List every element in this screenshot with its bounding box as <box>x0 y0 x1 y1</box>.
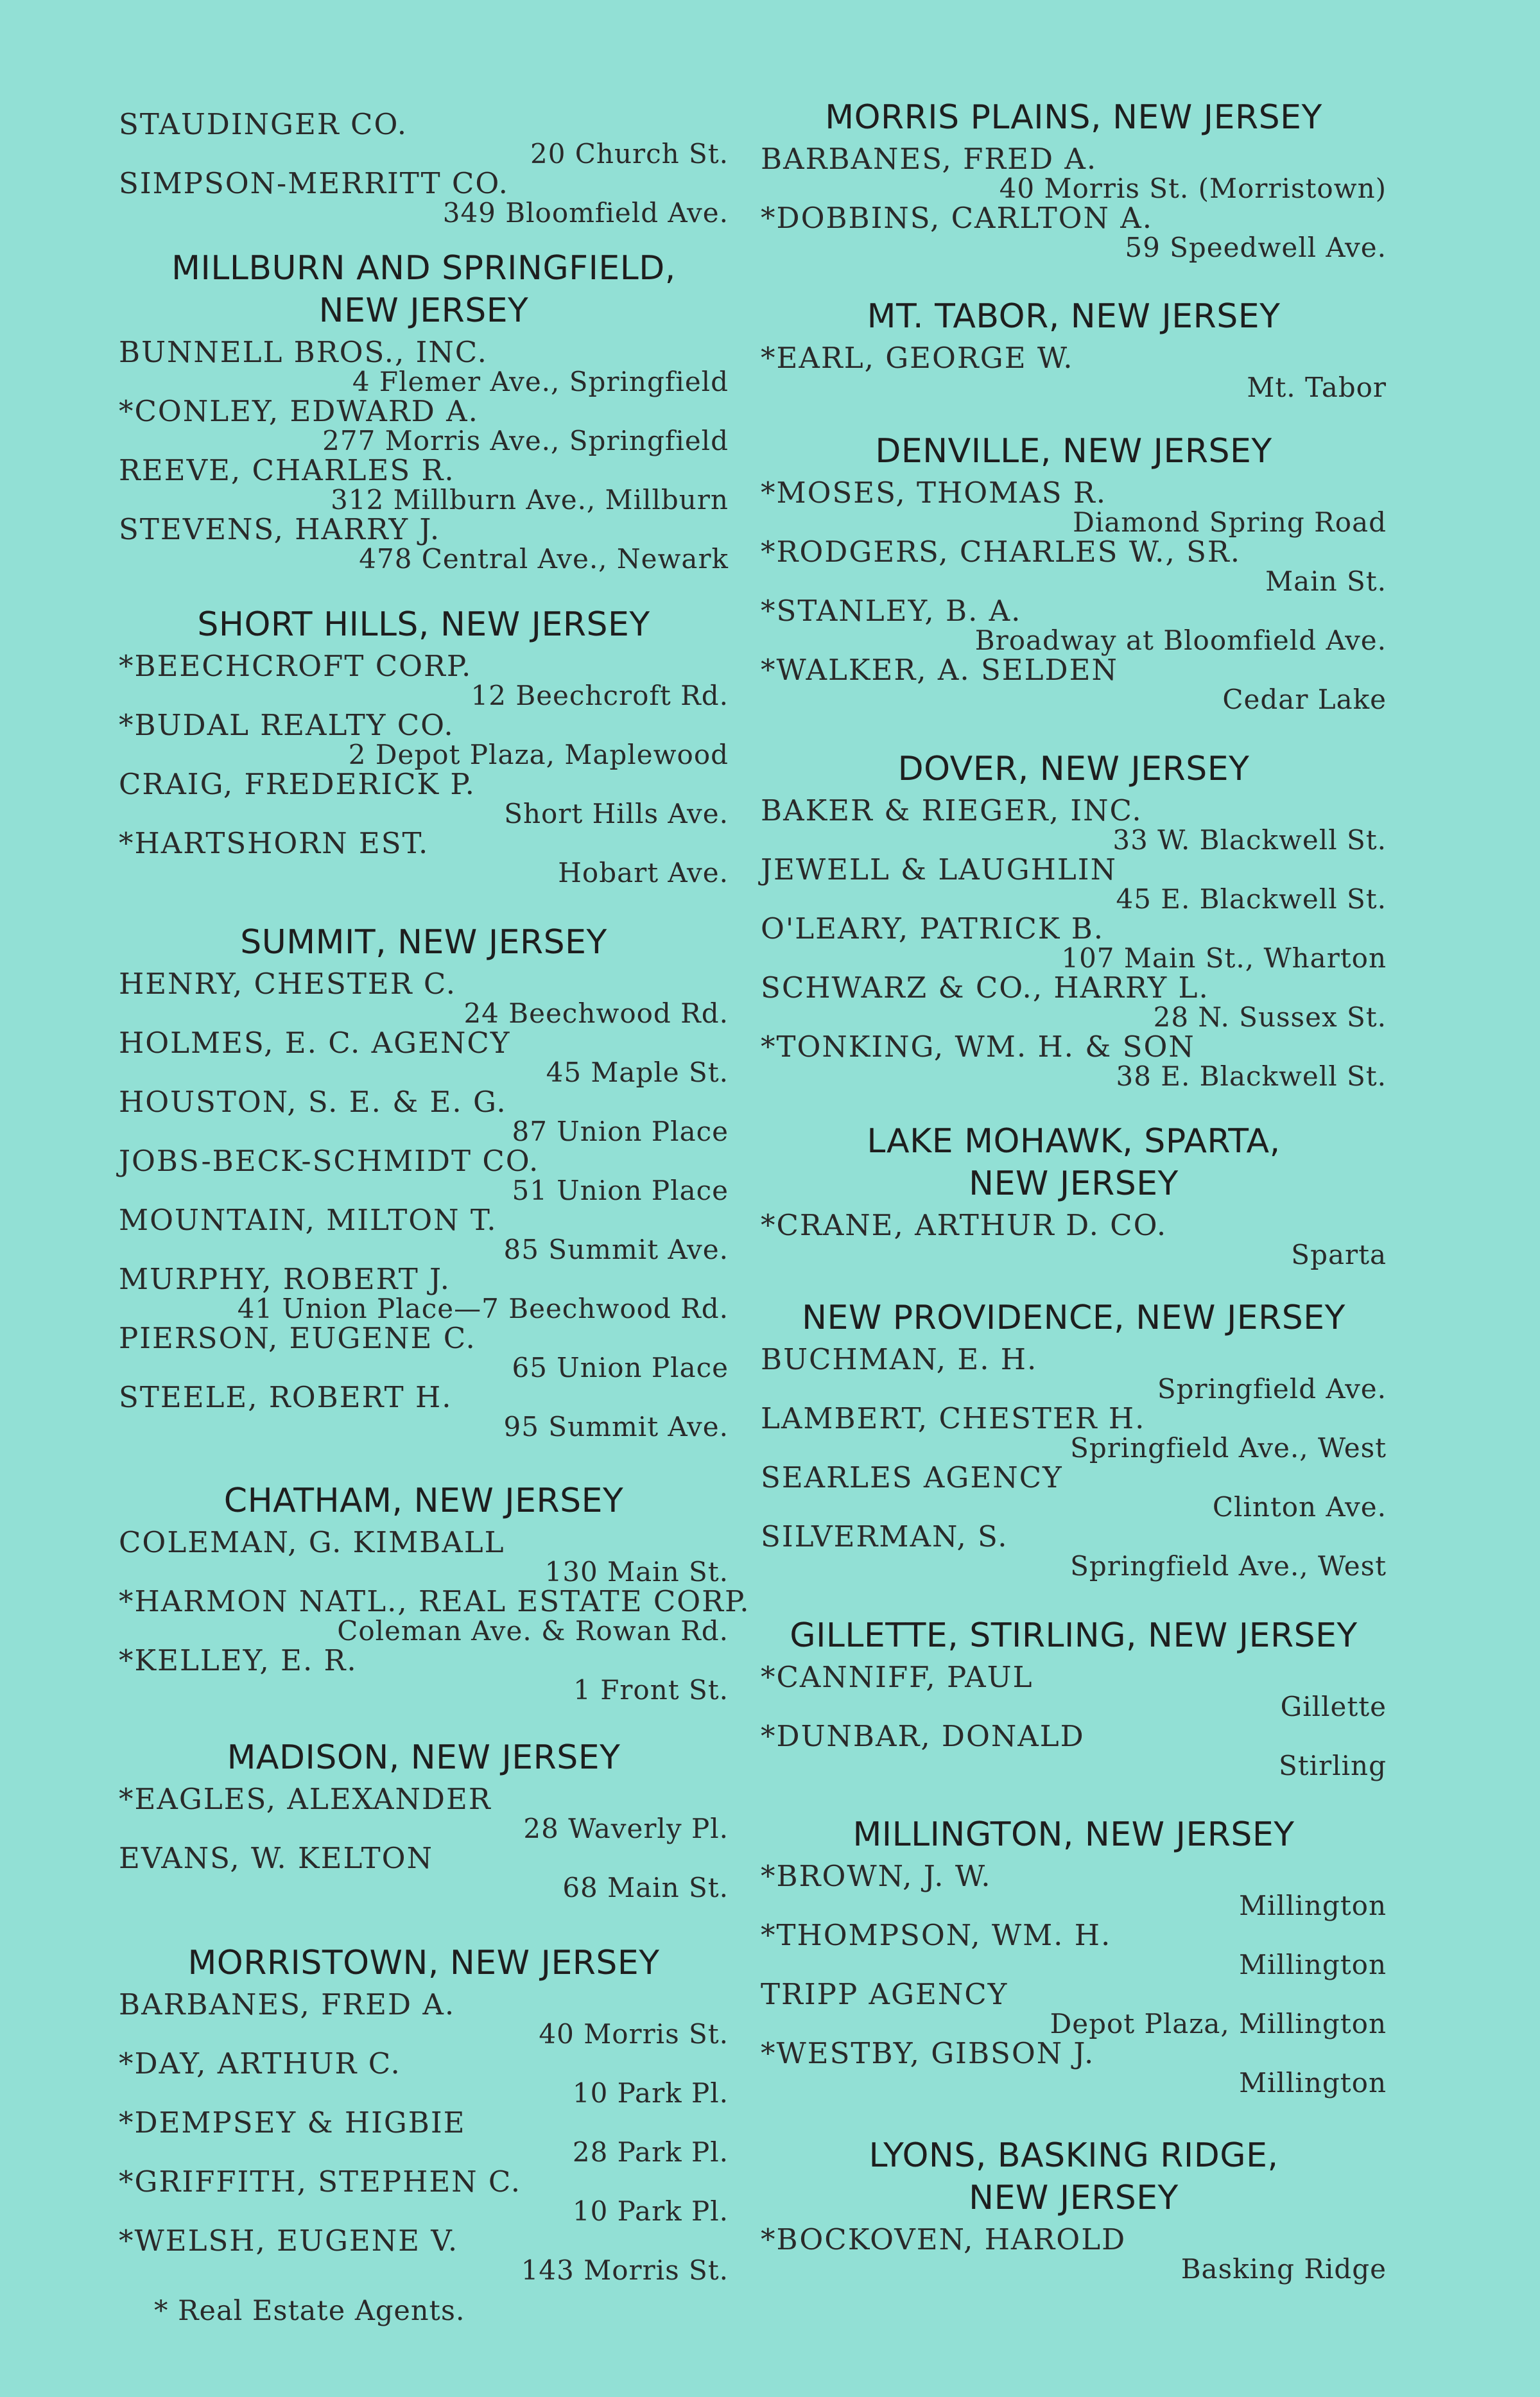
listing-name: BARBANES, FRED A. <box>119 1987 456 2021</box>
listing-entry <box>761 1210 1387 1269</box>
listing-address: Springfield Ave., West <box>1070 1550 1387 1582</box>
section <box>761 1614 1387 1781</box>
listing-entry <box>761 144 1387 203</box>
section <box>761 295 1387 403</box>
section-heading: NEW PROVIDENCE, NEW JERSEY <box>802 1299 1345 1337</box>
listing-address: 95 Summit Ave. <box>503 1411 729 1442</box>
listing-entry <box>119 109 729 168</box>
listing-address: Millington <box>1239 1890 1387 1921</box>
listing-address: Depot Plaza, Millington <box>1050 2008 1387 2039</box>
listing-address: Millington <box>1239 2067 1387 2098</box>
listing-entry <box>761 973 1387 1032</box>
listing-address: 33 W. Blackwell St. <box>1112 824 1387 856</box>
listing-address: Clinton Ave. <box>1212 1491 1387 1523</box>
listing-name: CRAIG, FREDERICK P. <box>119 767 476 801</box>
listing-name: *EAGLES, ALEXANDER <box>119 1782 492 1816</box>
section-heading: NEW JERSEY <box>318 291 529 330</box>
listing-address: Coleman Ave. & Rowan Rd. <box>337 1615 729 1647</box>
listing-entry <box>119 1087 729 1146</box>
listing-name: BUNNELL BROS., INC. <box>119 335 488 369</box>
listing-name: REEVE, CHARLES R. <box>119 453 455 487</box>
footnote-real-estate-agents: * Real Estate Agents. <box>154 2295 465 2327</box>
listing-entry <box>119 337 729 396</box>
listing-address: 87 Union Place <box>512 1116 729 1147</box>
listing-name: *THOMPSON, WM. H. <box>761 1918 1112 1952</box>
listing-address: Main St. <box>1265 566 1387 597</box>
listing-entry <box>119 1527 729 1586</box>
listing-entry <box>119 769 729 828</box>
section-heading: DOVER, NEW JERSEY <box>897 750 1250 788</box>
listing-entry <box>119 1843 729 1902</box>
listing-entry <box>119 396 729 455</box>
listing-address: Mt. Tabor <box>1247 372 1387 403</box>
listing-address: Cedar Lake <box>1222 684 1387 715</box>
section-heading: LYONS, BASKING RIDGE, <box>869 2136 1279 2175</box>
listing-name: *GRIFFITH, STEPHEN C. <box>119 2165 522 2199</box>
listing-entry <box>761 1920 1387 1979</box>
listing-name: JOBS-BECK-SCHMIDT CO. <box>119 1144 540 1178</box>
listing-name: SEARLES AGENCY <box>761 1460 1063 1494</box>
listing-name: *DAY, ARTHUR C. <box>119 2047 401 2081</box>
listing-entry <box>761 795 1387 854</box>
listing-address: 28 N. Sussex St. <box>1153 1001 1387 1033</box>
listing-name: *WELSH, EUGENE V. <box>119 2224 459 2258</box>
listing-entry <box>761 343 1387 402</box>
listing-name: SILVERMAN, S. <box>761 1519 1008 1553</box>
listing-address: 59 Speedwell Ave. <box>1125 232 1387 263</box>
listing-name: *CONLEY, EDWARD A. <box>119 394 479 428</box>
listing-name: BARBANES, FRED A. <box>761 142 1098 176</box>
listing-entry <box>761 655 1387 714</box>
listing-address: Stirling <box>1279 1750 1387 1781</box>
listing-entry <box>119 1264 729 1323</box>
listing-name: *WESTBY, GIBSON J. <box>761 2036 1095 2070</box>
listing-name: HENRY, CHESTER C. <box>119 967 457 1001</box>
listing-address: 1 Front St. <box>573 1674 729 1706</box>
section-heading: MT. TABOR, NEW JERSEY <box>867 297 1281 336</box>
listing-address: Sparta <box>1291 1239 1387 1270</box>
listing-entry <box>761 1032 1387 1091</box>
listing-name: LAMBERT, CHESTER H. <box>761 1401 1146 1435</box>
listing-name: STAUDINGER CO. <box>119 107 408 141</box>
listing-address: 312 Millburn Ave., Millburn <box>331 484 729 515</box>
listing-name: HOLMES, E. C. AGENCY <box>119 1026 511 1060</box>
listing-entry <box>761 1403 1387 1462</box>
section-heading: DENVILLE, NEW JERSEY <box>875 432 1272 471</box>
listing-address: 45 Maple St. <box>546 1057 729 1088</box>
listing-entry <box>119 1146 729 1205</box>
listing-entry <box>761 913 1387 973</box>
listing-address: 45 E. Blackwell St. <box>1116 883 1387 915</box>
listing-name: STEELE, ROBERT H. <box>119 1380 453 1414</box>
listing-entry <box>761 1521 1387 1580</box>
listing-name: *RODGERS, CHARLES W., SR. <box>761 535 1242 569</box>
listing-address: 65 Union Place <box>512 1352 729 1383</box>
listing-name: *KELLEY, E. R. <box>119 1643 358 1677</box>
listing-name: *CRANE, ARTHUR D. CO. <box>761 1208 1168 1242</box>
listing-entry <box>119 2107 729 2167</box>
section-heading: CHATHAM, NEW JERSEY <box>223 1482 624 1520</box>
listing-address: 40 Morris St. <box>539 2018 729 2050</box>
listing-address: Hobart Ave. <box>558 857 729 888</box>
section <box>119 1736 729 1903</box>
listing-address: 41 Union Place—7 Beechwood Rd. <box>237 1293 729 1324</box>
listing-address: Springfield Ave., West <box>1070 1432 1387 1464</box>
listing-name: *WALKER, A. SELDEN <box>761 653 1118 687</box>
listing-name: MURPHY, ROBERT J. <box>119 1262 451 1296</box>
listing-entry <box>761 1979 1387 2038</box>
listing-entry <box>119 651 729 710</box>
listing-name: *BUDAL REALTY CO. <box>119 708 454 742</box>
listing-name: *DEMPSEY & HIGBIE <box>119 2106 466 2140</box>
section-heading: SUMMIT, NEW JERSEY <box>240 923 607 962</box>
listing-address: 4 Flemer Ave., Springfield <box>352 366 729 397</box>
listing-entry <box>119 1645 729 1704</box>
listing-name: SCHWARZ & CO., HARRY L. <box>761 971 1209 1005</box>
listing-address: 10 Park Pl. <box>572 2195 729 2227</box>
listing-address: 2 Depot Plaza, Maplewood <box>348 739 729 770</box>
listing-entry <box>761 1861 1387 1920</box>
section-heading: LAKE MOHAWK, SPARTA, <box>867 1122 1281 1161</box>
section <box>119 603 729 888</box>
listing-address: 478 Central Ave., Newark <box>359 543 729 575</box>
listing-entry <box>119 1323 729 1382</box>
section-heading: NEW JERSEY <box>969 2179 1179 2217</box>
section <box>761 1813 1387 2098</box>
listing-entry <box>761 1462 1387 1521</box>
section-heading: MILLINGTON, NEW JERSEY <box>852 1815 1295 1854</box>
listing-entry <box>119 1382 729 1441</box>
section-heading: MORRISTOWN, NEW JERSEY <box>187 1944 660 1982</box>
listing-entry <box>119 969 729 1028</box>
listing-name: *HARTSHORN EST. <box>119 826 429 860</box>
listing-address: 10 Park Pl. <box>572 2077 729 2109</box>
listing-entry <box>119 828 729 887</box>
listing-entry <box>761 596 1387 655</box>
listing-address: 143 Morris St. <box>521 2254 729 2286</box>
listing-name: SIMPSON-MERRITT CO. <box>119 166 509 200</box>
listing-address: Millington <box>1239 1949 1387 1980</box>
listing-entry <box>761 203 1387 262</box>
listing-name: PIERSON, EUGENE C. <box>119 1321 476 1355</box>
section <box>761 430 1387 715</box>
listing-address: 107 Main St., Wharton <box>1061 942 1387 974</box>
listing-entry <box>119 1028 729 1087</box>
listing-entry <box>761 854 1387 913</box>
listing-name: *BEECHCROFT CORP. <box>119 649 472 683</box>
listing-address: 349 Bloomfield Ave. <box>442 197 729 229</box>
listing-entry <box>119 2226 729 2285</box>
listing-entry <box>761 1344 1387 1403</box>
section <box>761 748 1387 1092</box>
section-heading: SHORT HILLS, NEW JERSEY <box>197 605 650 644</box>
listing-entry <box>119 168 729 227</box>
listing-name: *BROWN, J. W. <box>761 1859 992 1893</box>
listing-address: 28 Park Pl. <box>572 2136 729 2168</box>
section <box>761 96 1387 263</box>
listing-entry <box>761 537 1387 596</box>
section-heading: MORRIS PLAINS, NEW JERSEY <box>825 98 1322 137</box>
listing-name: *BOCKOVEN, HAROLD <box>761 2222 1127 2256</box>
listing-name: COLEMAN, G. KIMBALL <box>119 1525 505 1559</box>
listing-entry <box>119 2048 729 2107</box>
listing-address: 28 Waverly Pl. <box>523 1813 729 1844</box>
listing-address: Short Hills Ave. <box>504 798 729 829</box>
listing-name: MOUNTAIN, MILTON T. <box>119 1203 497 1237</box>
listing-entry <box>119 1205 729 1264</box>
listing-name: *EARL, GEORGE W. <box>761 341 1074 375</box>
listing-entry <box>761 2038 1387 2097</box>
listing-address: 130 Main St. <box>544 1556 729 1588</box>
listing-entry <box>119 2167 729 2226</box>
listing-name: JEWELL & LAUGHLIN <box>761 852 1117 887</box>
listing-address: 40 Morris St. (Morristown) <box>999 173 1387 204</box>
section-heading: GILLETTE, STIRLING, NEW JERSEY <box>790 1616 1358 1655</box>
section <box>761 2134 1387 2285</box>
listing-address: 85 Summit Ave. <box>503 1234 729 1265</box>
listing-address: 277 Morris Ave., Springfield <box>322 425 729 456</box>
listing-entry <box>119 1584 750 1647</box>
section <box>119 1942 729 2286</box>
listing-address: Springfield Ave. <box>1157 1373 1387 1405</box>
listing-entry <box>761 478 1387 537</box>
section-heading: MADISON, NEW JERSEY <box>227 1738 621 1777</box>
listing-entry <box>119 1989 729 2048</box>
section <box>761 1297 1387 1582</box>
section <box>119 1480 750 1706</box>
listing-name: *STANLEY, B. A. <box>761 594 1022 628</box>
listing-name: *DOBBINS, CARLTON A. <box>761 201 1154 235</box>
listing-name: BAKER & RIEGER, INC. <box>761 793 1143 827</box>
listing-entry <box>119 1784 729 1843</box>
listing-name: *MOSES, THOMAS R. <box>761 476 1107 510</box>
listing-name: BUCHMAN, E. H. <box>761 1342 1038 1376</box>
listing-address: 20 Church St. <box>530 138 729 169</box>
listing-entry <box>761 1662 1387 1721</box>
listing-name: TRIPP AGENCY <box>761 1977 1008 2011</box>
listing-address: 51 Union Place <box>512 1175 729 1206</box>
section-heading: NEW JERSEY <box>969 1164 1179 1203</box>
listing-address: 68 Main St. <box>562 1872 729 1903</box>
listing-entry <box>761 2224 1387 2283</box>
listing-address: Basking Ridge <box>1181 2253 1387 2285</box>
section-heading: MILLBURN AND SPRINGFIELD, <box>171 249 676 288</box>
section <box>119 921 729 1442</box>
listing-address: 38 E. Blackwell St. <box>1116 1060 1387 1092</box>
listing-entry <box>119 514 729 573</box>
listing-name: *DUNBAR, DONALD <box>761 1719 1085 1753</box>
listing-address: Diamond Spring Road <box>1073 506 1387 538</box>
listing-entry <box>119 710 729 769</box>
listing-address: 12 Beechcroft Rd. <box>471 680 729 711</box>
listing-name: O'LEARY, PATRICK B. <box>761 912 1105 946</box>
section <box>119 247 729 575</box>
listing-address: Broadway at Bloomfield Ave. <box>974 625 1387 656</box>
listing-address: 24 Beechwood Rd. <box>463 998 729 1029</box>
listing-name: HOUSTON, S. E. & E. G. <box>119 1085 507 1119</box>
listing-name: STEVENS, HARRY J. <box>119 512 441 546</box>
listing-entry <box>761 1721 1387 1780</box>
listing-name: EVANS, W. KELTON <box>119 1841 433 1875</box>
listing-address: Gillette <box>1280 1691 1387 1722</box>
listing-name: *CANNIFF, PAUL <box>761 1660 1034 1694</box>
listing-name: *HARMON NATL., REAL ESTATE CORP. <box>119 1584 750 1618</box>
section <box>761 1120 1387 1270</box>
listing-entry <box>119 455 729 514</box>
listing-name: *TONKING, WM. H. & SON <box>761 1030 1195 1064</box>
